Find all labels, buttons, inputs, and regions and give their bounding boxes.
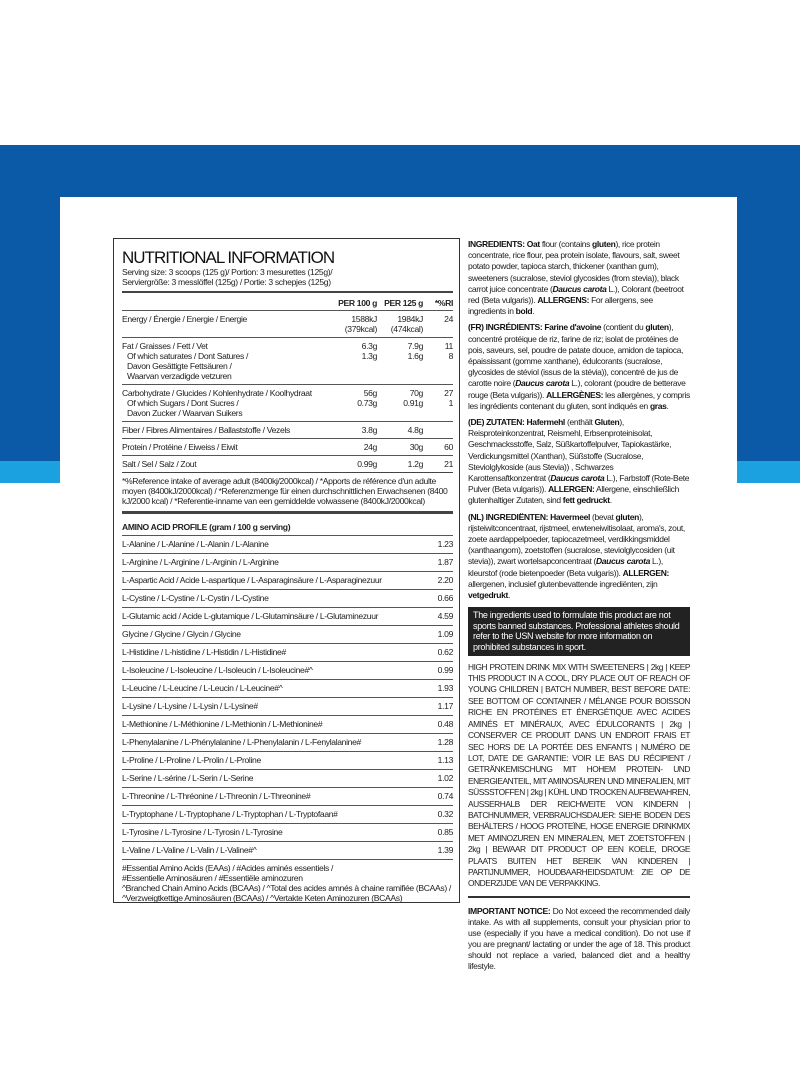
ingredient-bold-text: vetgedrukt bbox=[468, 590, 508, 601]
ri-value bbox=[423, 314, 453, 334]
nutrition-title: NUTRITIONAL INFORMATION bbox=[122, 248, 335, 267]
nutrient-label-line: Davon Gesättigte Fettsäuren / bbox=[127, 361, 232, 371]
amino-name: Glycine / Glycine / Glycin / Glycine bbox=[122, 629, 241, 639]
ingredient-bold-text: (DE) ZUTATEN: Hafermehl bbox=[468, 417, 565, 428]
nutrition-row bbox=[122, 438, 453, 455]
amino-value: 0.85 bbox=[437, 827, 453, 837]
ingredient-text: L.), Colorant (beetroot red (Beta vulgaris)). bbox=[468, 283, 684, 306]
per100-value-line: 0.99g bbox=[357, 459, 377, 469]
per100-value bbox=[331, 314, 377, 334]
per125-value-line: 7.9g bbox=[407, 341, 423, 351]
important-notice bbox=[468, 906, 690, 972]
per125-value bbox=[377, 459, 423, 469]
ingredient-text: ), Reisproteinkonzentrat, Reismehl, Erbsenproteinisolat, Geschmacksstoffe, Salz, Süßkartoffelpulver, Tapiokastärke, Verdickungsmittel (Xanthan), Süßstoffe (Sucralose, Steviolglykoside (aus Stevia)) , Schwarzes Karottensaftkonzentrat ( bbox=[468, 417, 672, 484]
nutrient-label-line: Davon Zucker / Waarvan Suikers bbox=[127, 408, 243, 418]
per125-value bbox=[377, 442, 423, 452]
ingredient-bold-text: ALLERGEN: bbox=[548, 484, 595, 495]
amino-footnote: #Essentielle Aminosäuren / #Essentiële aminozuren bbox=[122, 873, 303, 883]
per125-value-line: 30g bbox=[409, 442, 423, 452]
amino-footnote: #Essential Amino Acids (EAAs) / #Acides aminés essentiels / bbox=[122, 863, 334, 873]
amino-value: 1.39 bbox=[437, 845, 453, 855]
amino-row bbox=[122, 553, 453, 571]
nutrient-label bbox=[122, 425, 331, 435]
amino-row bbox=[122, 679, 453, 697]
nutrition-table bbox=[113, 238, 460, 903]
nutrition-header bbox=[122, 293, 453, 310]
ri-footnote: *%Reference intake of average adult (8400kj/2000kcal) / *Apports de référence d'un adulte moyen (8400kJ/2000kcal) / *Referenzmenge für einen durchschnittlichen Erwachsenen (8400 kJ/2000 kcal) / *Referentie-inname van een gemiddelde volwassene (8400kJ/2000kcal) bbox=[122, 476, 448, 506]
ri-value bbox=[423, 388, 453, 418]
amino-row bbox=[122, 751, 453, 769]
amino-row bbox=[122, 697, 453, 715]
amino-row bbox=[122, 607, 453, 625]
ingredient-bold-text: Daucus carota bbox=[552, 283, 607, 294]
nutrition-row bbox=[122, 421, 453, 438]
ingredient-text: . bbox=[532, 306, 535, 317]
amino-value: 1.93 bbox=[437, 683, 453, 693]
ingredient-bold-text: Daucus carota bbox=[595, 556, 650, 567]
amino-value: 4.59 bbox=[437, 611, 453, 621]
serving-size: Serving size: 3 scoops (125 g)/ Portion: 3 mesurettes (125g)/ bbox=[122, 267, 333, 277]
ingredient-bold-text: gluten bbox=[592, 239, 616, 249]
amino-name: L-Valine / L-Valine / L-Valin / L-Valine#^ bbox=[122, 845, 257, 855]
amino-row bbox=[122, 841, 453, 859]
amino-row bbox=[122, 715, 453, 733]
ingredient-text: Allergene, einschließlich glutenhaltiger Zutaten, sind bbox=[468, 484, 679, 506]
per100-value-line: 56g bbox=[363, 388, 377, 398]
ingredients-paragraph bbox=[468, 322, 690, 412]
amino-name: L-Phenylalanine / L-Phénylalanine / L-Phenylalanin / L-Fenylalanine# bbox=[122, 737, 361, 747]
ingredient-bold-text: Daucus carota bbox=[550, 473, 605, 484]
ingredients-paragraph bbox=[468, 512, 690, 602]
amino-row bbox=[122, 661, 453, 679]
ingredients-paragraph bbox=[468, 239, 690, 317]
amino-row bbox=[122, 571, 453, 589]
amino-name: L-Threonine / L-Thréonine / L-Threonin / L-Threonine# bbox=[122, 791, 311, 801]
amino-name: L-Tryptophane / L-Tryptophane / L-Tryptophan / L-Tryptofaan# bbox=[122, 809, 338, 819]
ri-value bbox=[423, 341, 453, 381]
per125-value bbox=[377, 425, 423, 435]
ingredient-text: (bevat bbox=[589, 511, 616, 522]
per125-value-line: 1.2g bbox=[407, 459, 423, 469]
ingredient-text: (contient du bbox=[601, 322, 646, 333]
amino-footnote: ^Branched Chain Amino Acids (BCAAs) / ^Total des acides amnés à chaine ramifiée (BCAAs) / bbox=[122, 883, 451, 893]
ingredient-text: ), rijsteiwitconcentraat, rijstmeel, erwteneiwitisolaat, aroma's, zout, zoete aardappelpoeder, tapiocazetmeel, verdikkingsmiddel (xanthaangom), zoetstoffen (sucralose, steviolglycosiden (uit stevia)), zwart wortelsapconcentraat ( bbox=[468, 511, 685, 567]
per100-value bbox=[331, 459, 377, 469]
amino-name: L-Aspartic Acid / Acide L-aspartique / L-Asparaginsäure / L-Asparaginezuur bbox=[122, 575, 382, 585]
per125-value bbox=[377, 314, 423, 334]
amino-name: L-Arginine / L-Arginine / L-Arginin / L-Arginine bbox=[122, 557, 279, 567]
amino-name: L-Methionine / L-Méthionine / L-Methionin / L-Methionine# bbox=[122, 719, 323, 729]
nutrition-row bbox=[122, 310, 453, 337]
ingredient-text: L.), colorant (poudre de betterave rouge (Beta vulgaris)). bbox=[468, 378, 686, 400]
nutrition-row bbox=[122, 384, 453, 421]
header-per125: PER 125 g bbox=[384, 298, 423, 308]
ri-value bbox=[423, 459, 453, 469]
serving-size-de-nl: Serviergröße: 3 messlöffel (125g) / Portie: 3 schepjes (125g) bbox=[122, 277, 331, 287]
amino-title: AMINO ACID PROFILE (gram / 100 g serving) bbox=[122, 522, 291, 532]
nutrient-label-line: Carbohydrate / Glucides / Kohlenhydrate / Koolhydraat bbox=[122, 388, 312, 398]
per125-value-line: 70g bbox=[409, 388, 423, 398]
amino-row bbox=[122, 643, 453, 661]
amino-row bbox=[122, 805, 453, 823]
nutrient-label bbox=[122, 459, 331, 469]
per100-value bbox=[331, 442, 377, 452]
ingredient-text: For allergens, see ingredients in bbox=[468, 295, 653, 317]
amino-name: L-Leucine / L-Leucine / L-Leucin / L-Leucine#^ bbox=[122, 683, 283, 693]
ingredient-bold-text: ALLERGÈNES: bbox=[546, 389, 604, 400]
nutrient-label bbox=[122, 442, 331, 452]
per100-value-line: 1588kJ bbox=[351, 314, 377, 324]
amino-value: 1.28 bbox=[437, 737, 453, 747]
amino-value: 0.32 bbox=[437, 809, 453, 819]
ri-value-line: 60 bbox=[444, 442, 453, 452]
amino-name: L-Glutamic acid / Acide L-glutamique / L-Glutaminsäure / L-Glutaminezuur bbox=[122, 611, 379, 621]
per100-value-line: 0.73g bbox=[357, 398, 377, 408]
important-notice-label: IMPORTANT NOTICE: bbox=[468, 905, 551, 916]
nutrient-label-line: Of which saturates / Dont Satures / bbox=[127, 351, 249, 361]
header-per100: PER 100 g bbox=[338, 298, 377, 308]
amino-value: 1.13 bbox=[437, 755, 453, 765]
amino-value: 1.02 bbox=[437, 773, 453, 783]
nutrient-label-line: Fat / Graisses / Fett / Vet bbox=[122, 341, 208, 351]
ri-value-line: 8 bbox=[448, 351, 453, 361]
amino-name: L-Serine / L-sérine / L-Serin / L-Serine bbox=[122, 773, 254, 783]
amino-value: 1.09 bbox=[437, 629, 453, 639]
nutrition-row bbox=[122, 337, 453, 384]
amino-name: L-Histidine / L-histidine / L-Histidin / L-Histidine# bbox=[122, 647, 286, 657]
amino-value: 0.62 bbox=[437, 647, 453, 657]
per125-value bbox=[377, 388, 423, 418]
ri-value-line: 21 bbox=[444, 459, 453, 469]
ingredient-bold-text: gluten bbox=[645, 322, 669, 333]
ri-value-line: 24 bbox=[444, 314, 453, 324]
ingredient-text: les allergènes, y compris les ingrédients contenant du gluten, sont indiqués en bbox=[468, 389, 690, 411]
amino-row bbox=[122, 823, 453, 841]
ingredient-text: (enthält bbox=[564, 417, 595, 428]
amino-name: L-Proline / L-Proline / L-Prolin / L-Proline bbox=[122, 755, 261, 765]
amino-name: L-Lysine / L-Lysine / L-Lysin / L-Lysine# bbox=[122, 701, 258, 711]
amino-row bbox=[122, 733, 453, 751]
per100-value-line: (379kcal) bbox=[344, 324, 377, 334]
per125-value-line: 1.6g bbox=[407, 351, 423, 361]
amino-name: L-Isoleucine / L-Isoleucine / L-Isoleucin / L-Isoleucine#^ bbox=[122, 665, 313, 675]
ingredient-bold-text: fett gedruckt bbox=[562, 495, 610, 506]
ingredient-text: . bbox=[666, 400, 669, 411]
ri-value-line: 1 bbox=[448, 398, 453, 408]
per100-value bbox=[331, 388, 377, 418]
per125-value-line: 1984kJ bbox=[397, 314, 423, 324]
amino-value: 1.23 bbox=[437, 539, 453, 549]
amino-row bbox=[122, 787, 453, 805]
amino-name: L-Alanine / L-Alanine / L-Alanin / L-Alanine bbox=[122, 539, 269, 549]
ingredient-text: . bbox=[507, 590, 510, 601]
ingredient-text: ), rice protein concentrate, rice flour, pea protein isolate, flavours, salt, sweet potato powder, tapioca starch, thickener (xanthan gum), sweeteners (sucralose, steviol glycosides (from stevia)), black carrot juice concentrate ( bbox=[468, 239, 680, 294]
ingredients-paragraph bbox=[468, 417, 690, 507]
amino-footnotes bbox=[122, 859, 453, 903]
per100-value-line: 1.3g bbox=[361, 351, 377, 361]
banned-substances-notice: The ingredients used to formulate this product are not sports banned substances. Professional athletes should refer to the USN website for more information on prohibited substances in sport. bbox=[468, 607, 690, 655]
ingredient-text: ), concentré protéique de riz, farine de riz; isolat de protéines de pois, saveurs, sel, poudre de patate douce, amidon de tapioca, épaississant (gomme xanthane), édulcorants (sucralose, glycosides de stéviol (issus de la stévia)), concentré de jus de carotte noire ( bbox=[468, 322, 684, 389]
per100-value-line: 6.3g bbox=[361, 341, 377, 351]
per100-value bbox=[331, 341, 377, 381]
nutrition-row bbox=[122, 455, 453, 472]
amino-value: 0.74 bbox=[437, 791, 453, 801]
important-notice-text: Do Not exceed the recommended daily intake. As with all supplements, consult your physician prior to use (especially if you have a medical condition). Do not use if you are pregnant/ lactating or under the age of 18. This product should not replace a varied, balanced diet and a healthy lifestyle. bbox=[468, 905, 690, 971]
amino-value: 0.48 bbox=[437, 719, 453, 729]
ingredient-bold-text: ALLERGENS: bbox=[537, 295, 590, 306]
nutrient-label-line: Salt / Sel / Salz / Zout bbox=[122, 459, 197, 469]
ingredient-text: L.), Farbstoff (Rote-Bete Pulver (Beta vulgaris)). bbox=[468, 473, 690, 495]
amino-row bbox=[122, 589, 453, 607]
ingredient-bold-text: gras bbox=[649, 400, 667, 411]
nutrient-label bbox=[122, 341, 331, 381]
ingredient-bold-text: (NL) INGREDIËNTEN: Havermeel bbox=[468, 511, 590, 522]
amino-footnote: ^Verzweigtkettige Aminosäuren (BCAAs) / ^Vertakte Keten Aminozuren (BCAAs) bbox=[122, 893, 403, 903]
per125-value-line: 4.8g bbox=[407, 425, 423, 435]
nutrient-label bbox=[122, 388, 331, 418]
amino-value: 1.87 bbox=[437, 557, 453, 567]
nutrient-label-line: Of which Sugars / Dont Sucres / bbox=[127, 398, 239, 408]
per125-value-line: 0.91g bbox=[403, 398, 423, 408]
per100-value bbox=[331, 425, 377, 435]
nutrient-label-line: Protein / Protéine / Eiweiss / Eiwit bbox=[122, 442, 238, 452]
ingredient-bold-text: INGREDIENTS: Oat bbox=[468, 239, 540, 249]
product-storage-text: HIGH PROTEIN DRINK MIX WITH SWEETENERS | 2kg | KEEP THIS PRODUCT IN A COOL, DRY PLACE OUT OF REACH OF YOUNG CHILDREN | BATCH NUMBER, BEST BEFORE DATE: SEE BOTTOM OF CONTAINER / MÉLANGE POUR BOISSON RICHE EN PROTÉINES ET ÉNERGÉTIQUE AVEC ACIDES AMINÉS ET MINÉRAUX, AVEC ÉDULCORANTS | 2kg | CONSERVER CE PRODUIT DANS UN ENDROIT FRAIS ET SEC HORS DE LA PORTÉE DES ENFANTS | NUMÉRO DE LOT, DATE DE GARANTIE: VOIR LE BAS DU RÉCIPIENT / GETRÄNKEMISCHUNG MIT HOHEM PROTEIN- UND ENERGIEANTEIL, MIT AMINOSÄUREN UND MINERALIEN, MIT SÜSSSTOFFEN | 2kg | KÜHL UND TROCKEN AUFBEWAHREN, AUSSERHALB DER REICHWEITE VON KINDERN | BATCHNUMMER, VERBRAUCHSDAUER: SIEHE BODEN DES BEHÄLTERS / HOOG PROTEÏNE, HOGE ENERGIE DRINKMIX MET AMINOZUREN EN MINERALEN, MET ZOETSTOFFEN | 2kg | BEWAAR DIT PRODUCT OP EEN KOELE, DROGE PLAATS BUITEN HET BEREIK VAN KINDEREN | PARTIJNUMMER, HOUDBAARHEIDSDATUM: ZIE OP DE ONDERZIJDE VAN DE VERPAKKING. bbox=[468, 662, 690, 898]
amino-value: 0.66 bbox=[437, 593, 453, 603]
nutrient-label-line: Fiber / Fibres Alimentaires / Ballaststoffe / Vezels bbox=[122, 425, 290, 435]
per100-value-line: 3.8g bbox=[361, 425, 377, 435]
per125-value bbox=[377, 341, 423, 381]
amino-row bbox=[122, 769, 453, 787]
per125-value-line: (474kcal) bbox=[390, 324, 423, 334]
ingredient-text: L.), kleurstof (rode bietenpoeder (Beta vulgaris)). bbox=[468, 556, 663, 578]
nutrient-label-line: Waarvan verzadigde vetzuren bbox=[127, 371, 232, 381]
ri-value-line: 11 bbox=[444, 341, 453, 351]
amino-value: 0.99 bbox=[437, 665, 453, 675]
nutrient-label bbox=[122, 314, 331, 334]
ingredient-bold-text: (FR) INGRÉDIENTS: Farine d'avoine bbox=[468, 322, 602, 333]
nutrient-label-line: Energy / Énergie / Energie / Energie bbox=[122, 314, 247, 324]
ingredient-text: allergenen, inclusief glutenbevattende ingrediënten, zijn bbox=[468, 578, 658, 589]
ingredient-bold-text: bold bbox=[515, 306, 533, 317]
amino-row bbox=[122, 625, 453, 643]
ingredient-bold-text: Daucus carota bbox=[515, 378, 570, 389]
ri-value bbox=[423, 442, 453, 452]
header-ri: *%RI bbox=[434, 298, 453, 308]
ingredient-text: flour (contains bbox=[539, 239, 593, 249]
ingredient-bold-text: ALLERGEN: bbox=[622, 567, 670, 578]
amino-value: 1.17 bbox=[437, 701, 453, 711]
ingredient-text: . bbox=[609, 495, 612, 506]
ri-value-line: 27 bbox=[444, 388, 453, 398]
amino-value: 2.20 bbox=[437, 575, 453, 585]
ri-value bbox=[423, 425, 453, 435]
ingredient-bold-text: gluten bbox=[615, 511, 639, 522]
amino-name: L-Tyrosine / L-Tyrosine / L-Tyrosin / L-Tyrosine bbox=[122, 827, 283, 837]
ingredient-bold-text: Gluten bbox=[594, 417, 620, 428]
amino-name: L-Cystine / L-Cystine / L-Cystin / L-Cystine bbox=[122, 593, 269, 603]
amino-row bbox=[122, 535, 453, 553]
per100-value-line: 24g bbox=[363, 442, 377, 452]
ingredients-column bbox=[468, 239, 690, 972]
